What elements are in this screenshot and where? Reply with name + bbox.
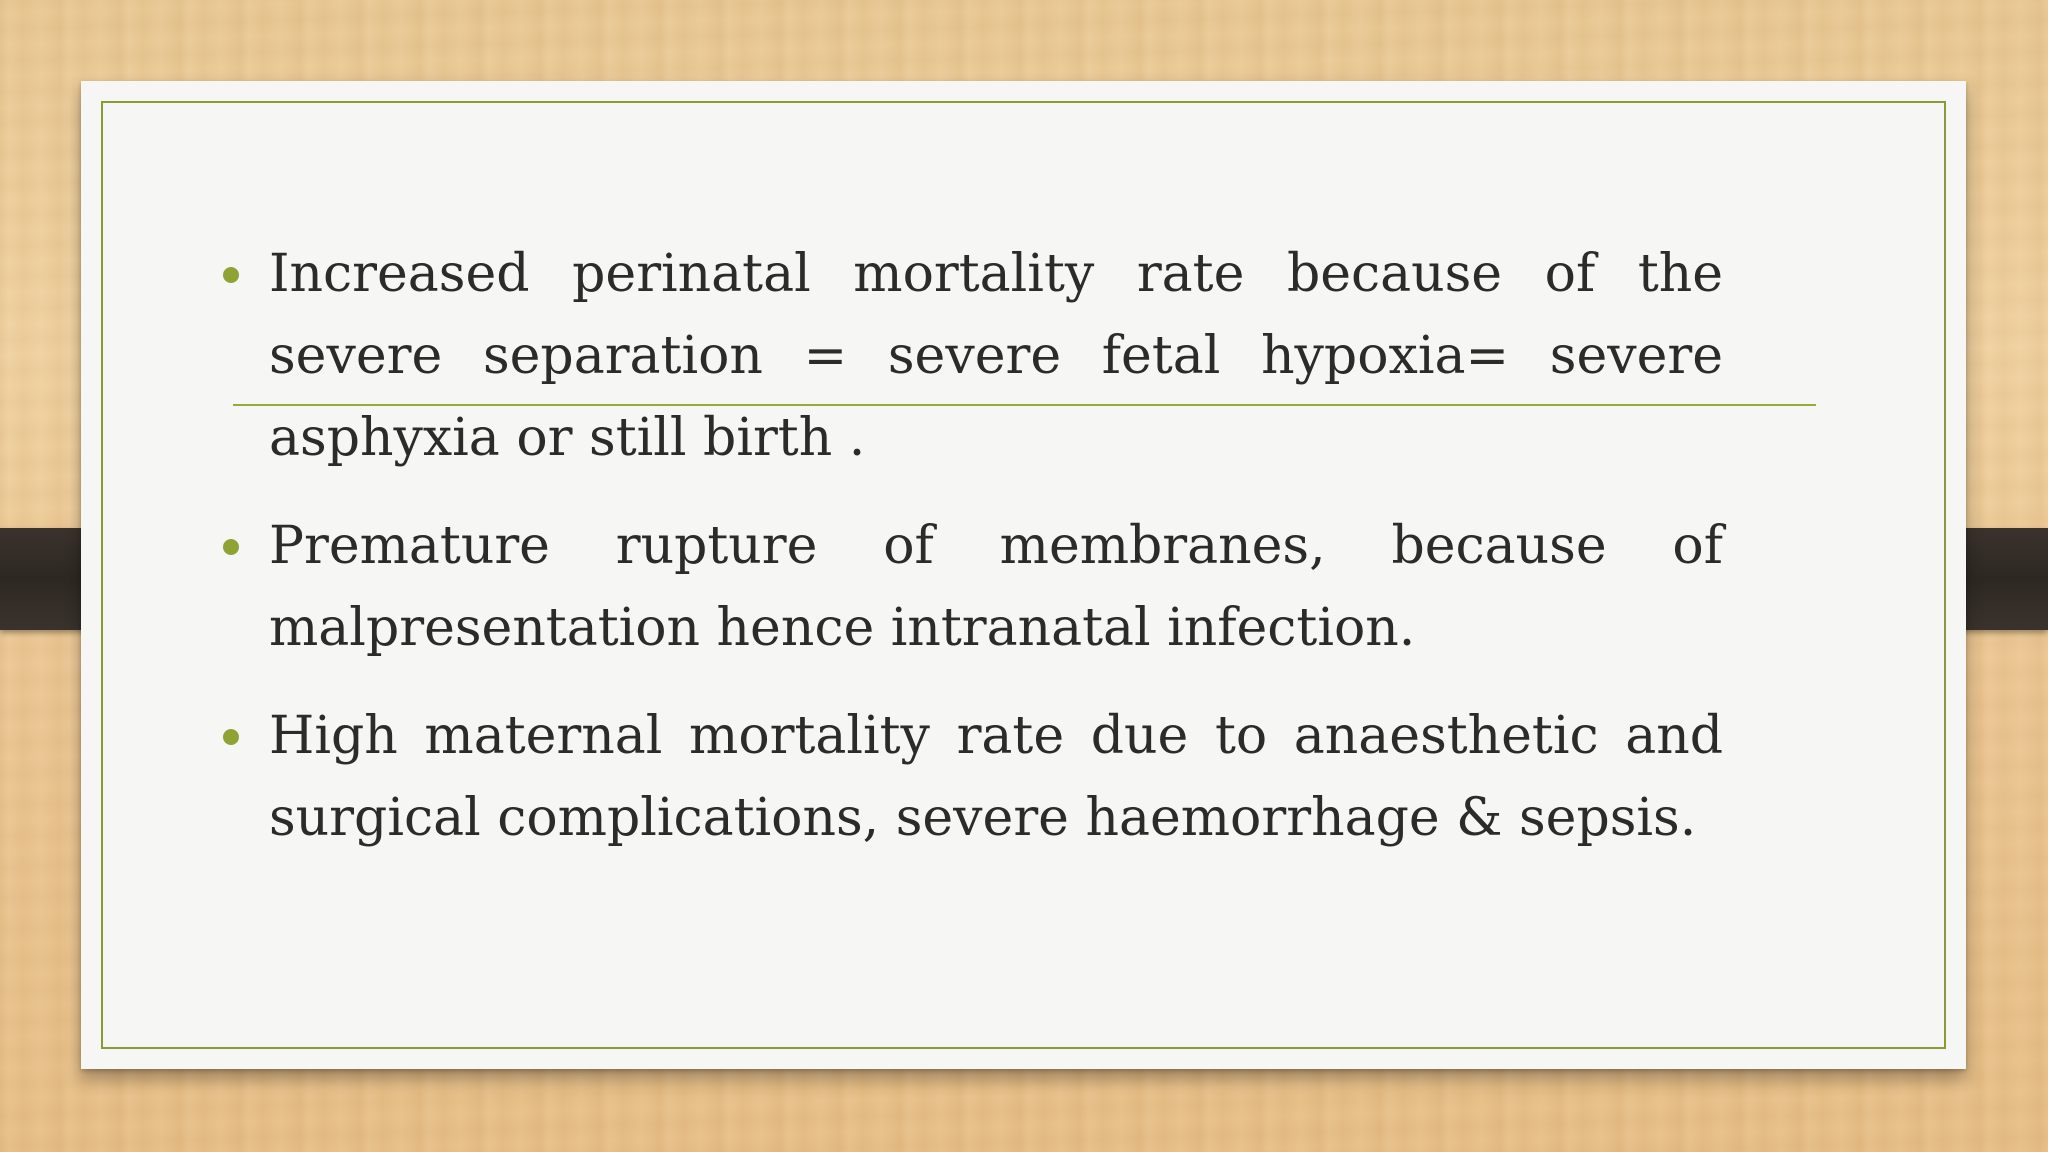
bullet-text: Premature rupture of membranes, because of malpresentation hence intranatal infection. [269, 516, 1723, 658]
bullet-dot-icon [223, 729, 239, 745]
bullet-dot-icon [223, 267, 239, 283]
bullet-list [223, 233, 1723, 859]
bullet-text: Increased perinatal mortality rate because of the severe separation = severe fetal hypoxia= severe asphyxia or still birth . [269, 244, 1723, 468]
bullet-dot-icon [223, 539, 239, 555]
bullet-item [223, 505, 1723, 669]
bullet-item [223, 695, 1723, 859]
bullet-text: High maternal mortality rate due to anaesthetic and surgical complications, severe haemorrhage & sepsis. [269, 706, 1723, 848]
slide-card [81, 81, 1966, 1069]
bullet-item [223, 233, 1723, 479]
